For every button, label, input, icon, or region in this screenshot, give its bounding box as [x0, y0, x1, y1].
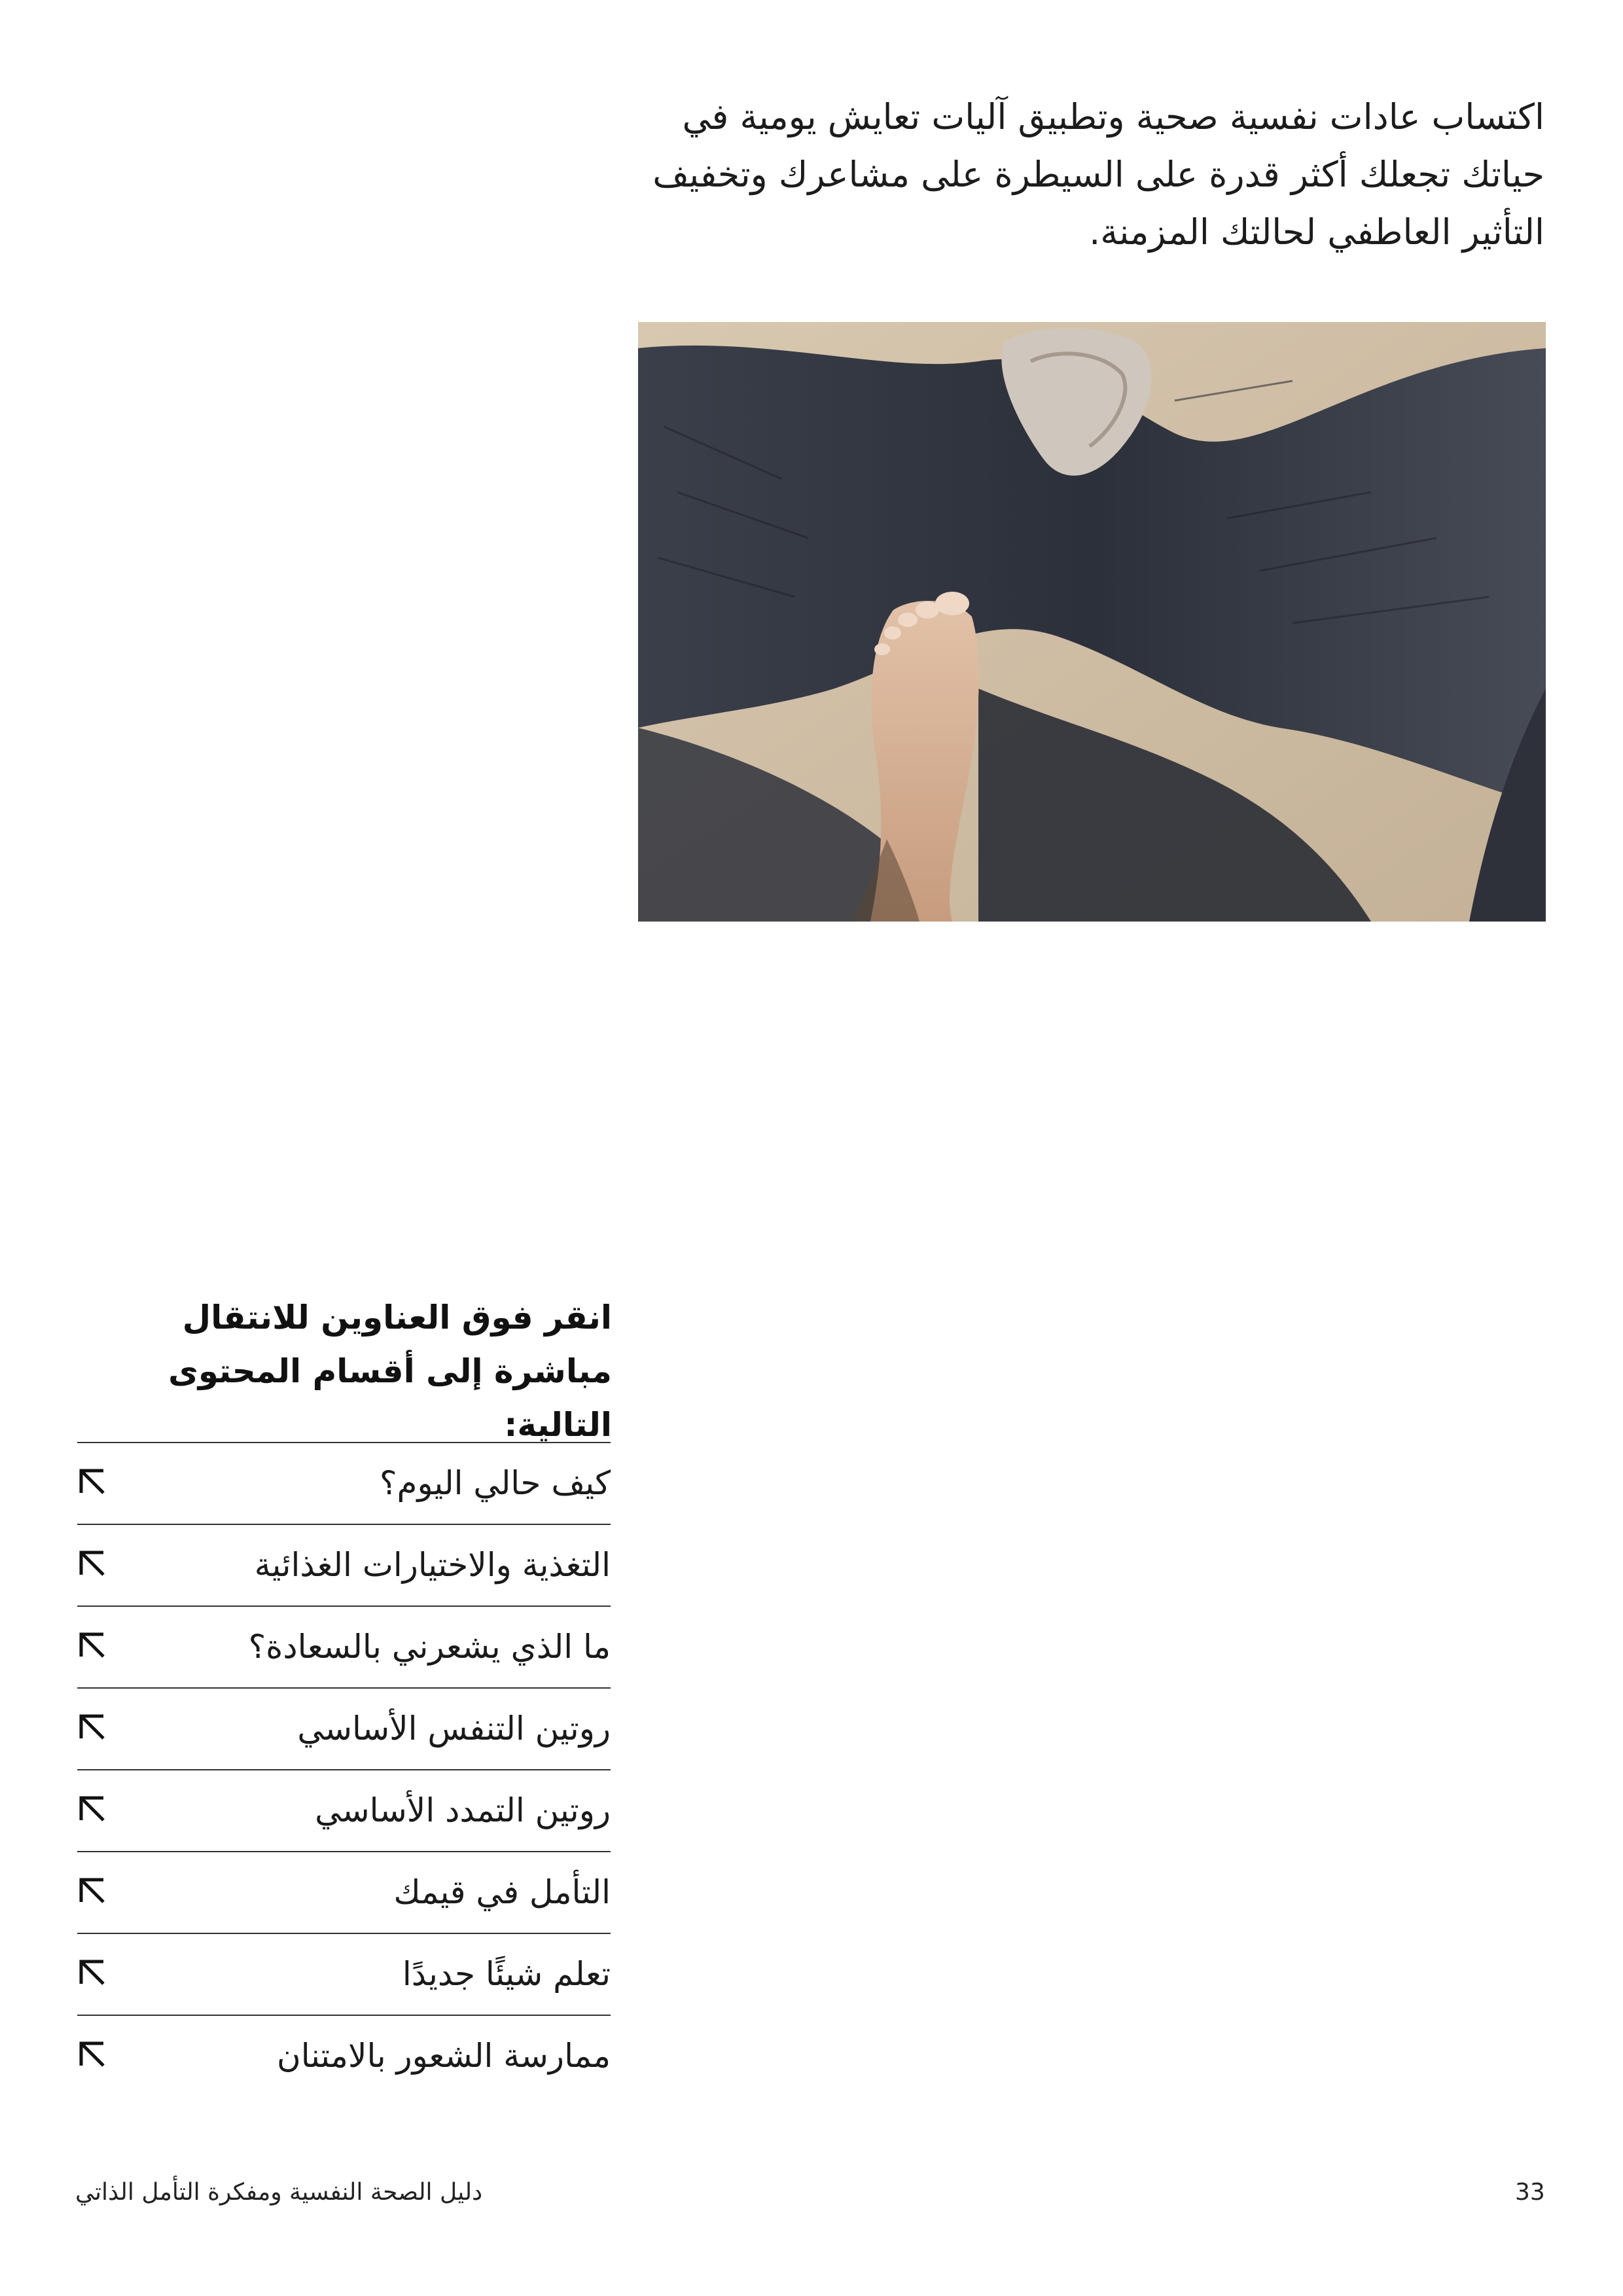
toc-link-label: ما الذي يشعرني بالسعادة؟ [248, 1628, 611, 1666]
arrow-up-left-icon [77, 2039, 107, 2070]
arrow-up-left-icon [77, 1549, 107, 1579]
toc-link-label: تعلم شيئًا جديدًا [402, 1955, 611, 1993]
intro-paragraph: اكتساب عادات نفسية صحية وتطبيق آليات تعايش يومية في حياتك تجعلك أكثر قدرة على السيطرة على مشاعرك وتخفيف التأثير العاطفي لحالتك المزمنة. [652, 96, 1544, 253]
toc-link-happiness[interactable] [77, 1607, 611, 1689]
arrow-up-left-icon [77, 1794, 107, 1824]
toc-link-label: ممارسة الشعور بالامتنان [277, 2037, 611, 2075]
footer-document-title: دليل الصحة النفسية ومفكرة التأمل الذاتي [75, 2179, 483, 2206]
toc-link-stretching-routine[interactable] [77, 1770, 611, 1852]
arrow-up-left-icon [77, 1958, 107, 1988]
toc-link-label: روتين التنفس الأساسي [297, 1710, 611, 1748]
toc-link-reflect-values[interactable] [77, 1852, 611, 1934]
toc-link-learn-something-new[interactable] [77, 1934, 611, 2016]
toc-link-how-am-i-today[interactable] [77, 1443, 611, 1525]
beach-sand-foot-photo [638, 322, 1546, 922]
toc-link-nutrition[interactable] [77, 1525, 611, 1607]
arrow-up-left-icon [77, 1712, 107, 1742]
toc-heading: انقر فوق العناوين للانتقال مباشرة إلى أقسام المحتوى التالية: [168, 1299, 612, 1444]
toc-link-gratitude[interactable] [77, 2016, 611, 2096]
toc-link-label: كيف حالي اليوم؟ [379, 1464, 611, 1502]
toc-link-label: روتين التمدد الأساسي [315, 1791, 611, 1829]
arrow-up-left-icon [77, 1467, 107, 1497]
arrow-up-left-icon [77, 1876, 107, 1906]
page-number: 33 [1515, 2179, 1545, 2206]
toc-list [77, 1442, 611, 2096]
toc-link-label: التغذية والاختيارات الغذائية [254, 1546, 611, 1584]
toc-link-breathing-routine[interactable] [77, 1689, 611, 1770]
arrow-up-left-icon [77, 1630, 107, 1660]
toc-link-label: التأمل في قيمك [393, 1873, 611, 1911]
